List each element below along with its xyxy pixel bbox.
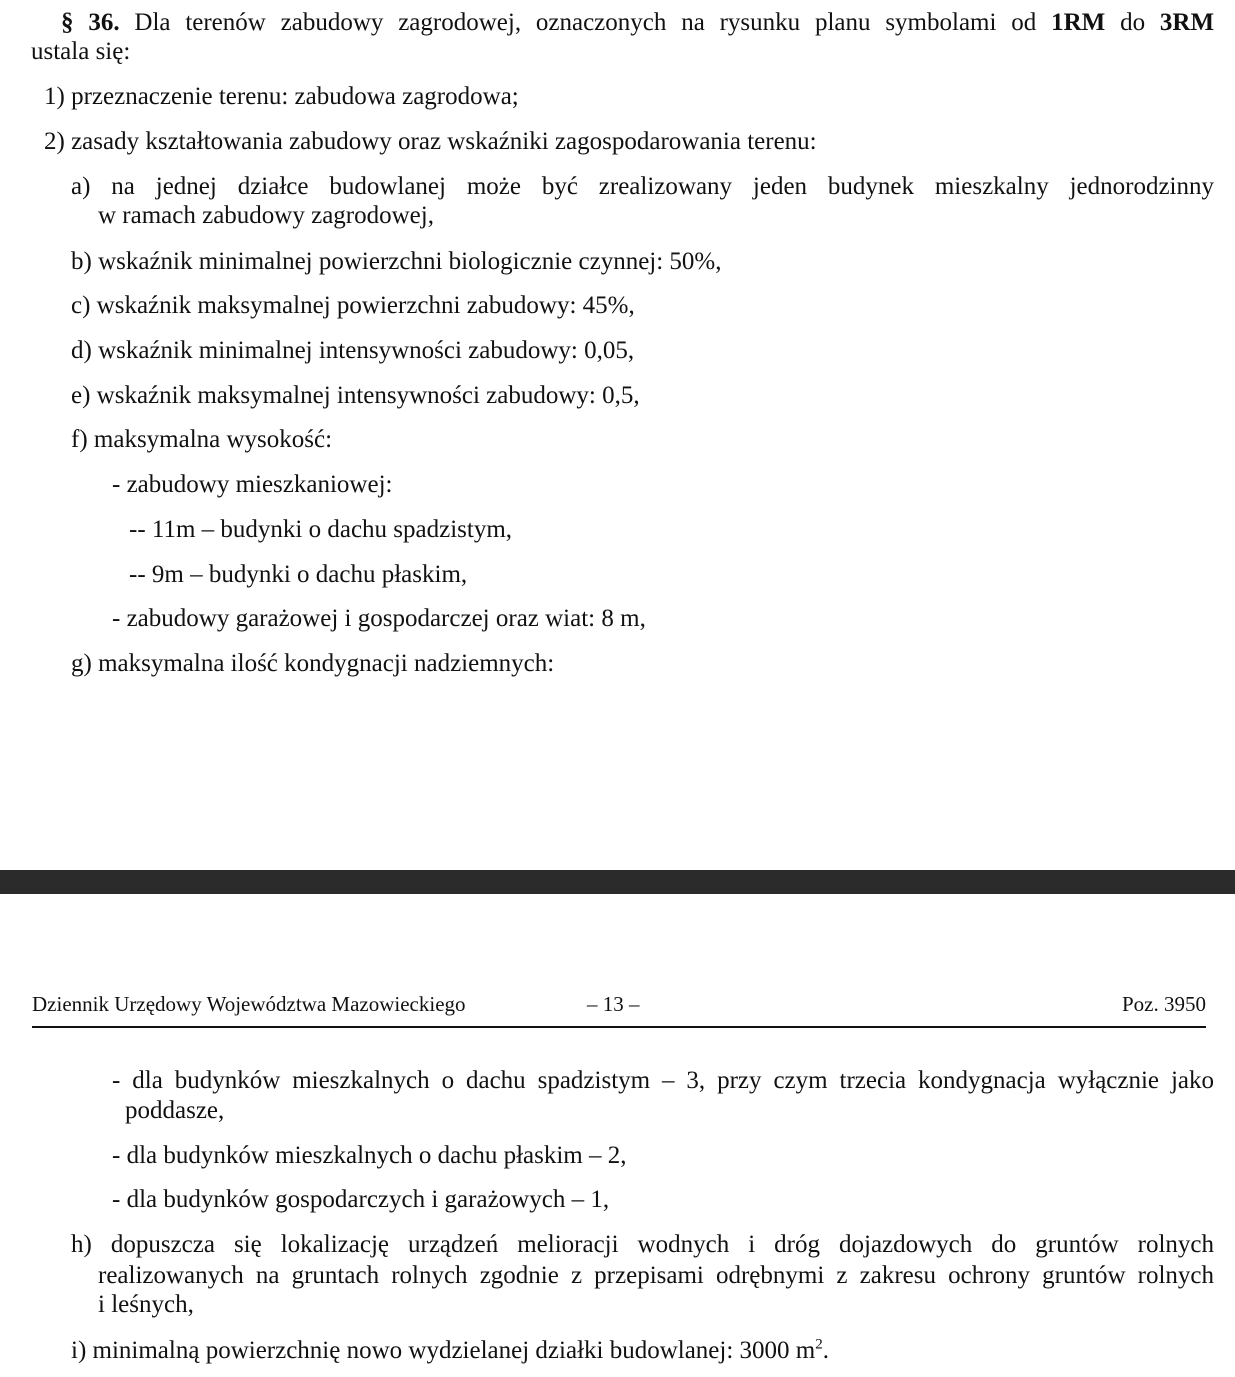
item-a-line-2: w ramach zabudowy zagrodowej, [98,202,434,229]
item-g-farm: - dla budynków gospodarczych i garażowych – 1, [112,1186,610,1213]
paragraph-36-intro-line-2: ustala się: [31,38,131,65]
paragraph-intro-text: Dla terenów zabudowy zagrodowej, oznaczonych na rysunku planu symbolami od [134,9,1037,36]
item-e: e) wskaźnik maksymalnej intensywności zabudowy: 0,5, [71,382,640,409]
word-to: do [1120,9,1146,36]
item-i-end: . [822,1337,829,1364]
symbol-from: 1RM [1051,9,1106,36]
item-f-residential-pitched: -- 11m – budynki o dachu spadzistym, [129,516,513,543]
item-g-pitched-line-1: - dla budynków mieszkalnych o dachu spadzistym – 3, przy czym trzecia kondygnacja wyłącznie jako [112,1067,1214,1094]
item-a-line-1: a) na jednej działce budowlanej może być zrealizowany jeden budynek mieszkalny jednorodzinny [71,173,1214,200]
journal-title: Dziennik Urzędowy Województwa Mazowieckiego [32,992,466,1016]
item-g-pitched-line-2: poddasze, [125,1097,225,1124]
symbol-to: 3RM [1159,9,1215,36]
paragraph-36-intro-line-1 [61,8,1214,38]
item-h-line-2: realizowanych na gruntach rolnych zgodnie z przepisami odrębnymi z zakresu ochrony gruntów rolnych [98,1262,1214,1289]
item-2: 2) zasady kształtowania zabudowy oraz wskaźniki zagospodarowania terenu: [44,128,817,155]
page-header [32,990,1206,1028]
item-d: d) wskaźnik minimalnej intensywności zabudowy: 0,05, [71,337,635,364]
item-i [71,1336,829,1366]
item-f-residential-flat: -- 9m – budynki o dachu płaskim, [129,561,468,588]
paragraph-number: § 36. [61,9,120,36]
item-1: 1) przeznaczenie terenu: zabudowa zagrodowa; [44,83,519,110]
item-g: g) maksymalna ilość kondygnacji nadziemnych: [71,650,555,677]
position-number: Poz. 3950 [1122,992,1206,1016]
item-f-garage: - zabudowy garażowej i gospodarczej oraz wiat: 8 m, [112,605,646,632]
page-number: – 13 – [587,992,640,1016]
page-separator [0,870,1235,894]
item-h-line-3: i leśnych, [98,1291,194,1318]
item-c: c) wskaźnik maksymalnej powierzchni zabudowy: 45%, [71,292,635,319]
item-f: f) maksymalna wysokość: [71,426,333,453]
item-g-flat: - dla budynków mieszkalnych o dachu płaskim – 2, [112,1142,627,1169]
item-h-line-1: h) dopuszcza się lokalizację urządzeń melioracji wodnych i dróg dojazdowych do gruntów rolnych [71,1231,1214,1258]
item-i-text: i) minimalną powierzchnię nowo wydzielanej działki budowlanej: 3000 m [71,1337,816,1364]
item-f-residential: - zabudowy mieszkaniowej: [112,471,393,498]
item-i-superscript: 2 [815,1336,823,1353]
item-b: b) wskaźnik minimalnej powierzchni biologicznie czynnej: 50%, [71,248,722,275]
